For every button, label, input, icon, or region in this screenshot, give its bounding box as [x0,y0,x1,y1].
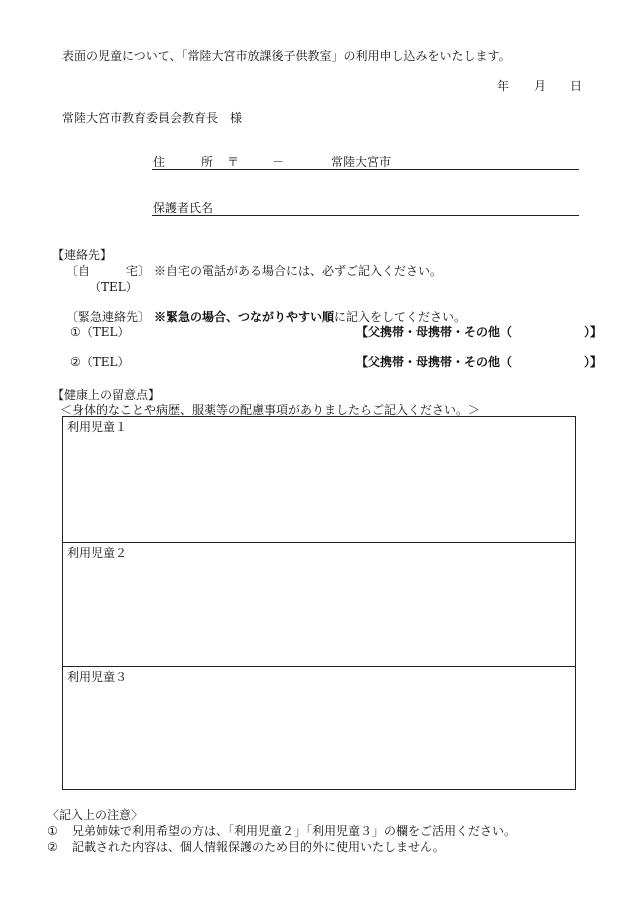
emergency-2-options[interactable]: 【父携帯・母携帯・その他（ ）】 [356,355,603,369]
guardian-name-field[interactable] [152,215,579,216]
note-2-number: ② [47,840,58,854]
home-label: 〔自 宅〕 [66,264,151,278]
note-2-text: 記載された内容は、個人情報保護のため目的外に使用いたしません。 [72,840,445,854]
address-field[interactable] [152,169,579,170]
health-note: ＜身体的なことや病歴、服薬等の配慮事項がありましたらご記入ください。＞ [60,403,481,417]
health-heading: 【健康上の留意点】 [52,388,161,402]
postal-dash: － [272,155,285,169]
postal-mark: 〒 [227,155,240,169]
note-1-number: ① [47,824,58,838]
child-1-label: 利用児童１ [67,420,128,434]
guardian-label: 保護者氏名 [153,201,214,215]
home-tel-label: （TEL） [89,280,138,294]
emergency-2-number: ②（TEL） [70,355,130,369]
address-city: 常陸大宮市 [331,155,392,169]
address-label: 住 所 [153,155,214,169]
emergency-note-emphasis: ※緊急の場合、つながりやすい順 [154,310,335,324]
child-3-label: 利用児童３ [67,670,128,684]
addressee: 常陸大宮市教育委員会教育長 様 [62,111,243,125]
intro-text: 表面の児童について、「常陸大宮市放課後子供教室」の利用申し込みをいたします。 [62,49,511,63]
emergency-1-number: ①（TEL） [70,325,130,339]
date-month-label: 月 [534,79,547,93]
emergency-1-options[interactable]: 【父携帯・母携帯・その他（ ）】 [356,325,603,339]
child-1-section[interactable] [63,417,575,542]
contact-heading: 【連絡先】 [52,248,113,262]
date-year-label: 年 [497,79,510,93]
emergency-note-rest: に記入をしてください。 [334,310,467,324]
child-2-label: 利用児童２ [67,546,128,560]
child-2-section[interactable] [63,542,575,667]
note-1-text: 兄弟姉妹で利用希望の方は、「利用児童２」「利用児童３」の欄をご活用ください。 [72,824,517,838]
emergency-label: 〔緊急連絡先〕 [66,310,151,324]
date-day-label: 日 [570,79,583,93]
home-note: ※自宅の電話がある場合には、必ずご記入ください。 [154,264,443,278]
child-3-section[interactable] [63,666,575,790]
notes-heading: 〈記入上の注意〉 [47,808,144,822]
emergency-note [154,311,466,323]
health-table [62,416,576,790]
